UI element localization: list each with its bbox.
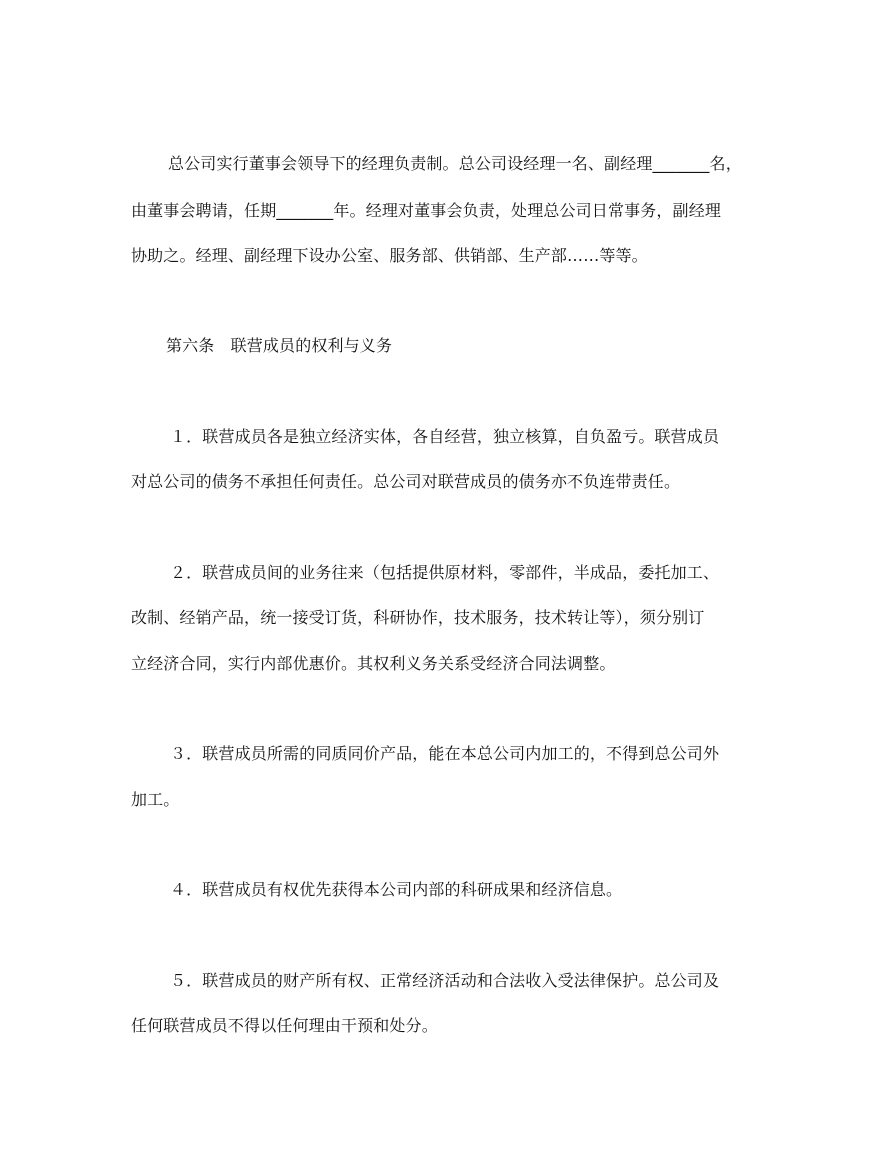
paragraph-1-line-1: 总公司实行董事会领导下的经理负责制。总公司设经理一名、副经理_______名， (168, 154, 742, 173)
article-6-heading: 第六条 联营成员的权利与义务 (166, 336, 393, 355)
item-2-line-2: 改制、经销产品，统一接受订货，科研协作，技术服务，技术转让等），须分别订 (131, 608, 705, 627)
item-2-line-1: ２．联营成员间的业务往来（包括提供原材料，零部件，半成品，委托加工、 (170, 563, 720, 582)
item-5-line-1: ５．联营成员的财产所有权、正常经济活动和合法收入受法律保护。总公司及 (170, 971, 720, 990)
paragraph-1-line-2: 由董事会聘请，任期_______年。经理对董事会负责，处理总公司日常事务，副经理 (131, 201, 722, 220)
item-4-line-1: ４．联营成员有权优先获得本公司内部的科研成果和经济信息。 (170, 880, 623, 899)
item-3-line-1: ３．联营成员所需的同质同价产品，能在本总公司内加工的，不得到总公司外 (170, 744, 720, 763)
item-1-line-1: １．联营成员各是独立经济实体，各自经营，独立核算，自负盈亏。联营成员 (170, 427, 720, 446)
item-3-line-2: 加工。 (131, 790, 180, 809)
item-5-line-2: 任何联营成员不得以任何理由干预和处分。 (131, 1016, 438, 1035)
item-2-line-3: 立经济合同，实行内部优惠价。其权利义务关系受经济合同法调整。 (131, 654, 616, 673)
paragraph-1-line-3: 协助之。经理、副经理下设办公室、服务部、供销部、生产部……等等。 (131, 246, 648, 265)
item-1-line-2: 对总公司的债务不承担任何责任。总公司对联营成员的债务亦不负连带责任。 (131, 472, 681, 491)
